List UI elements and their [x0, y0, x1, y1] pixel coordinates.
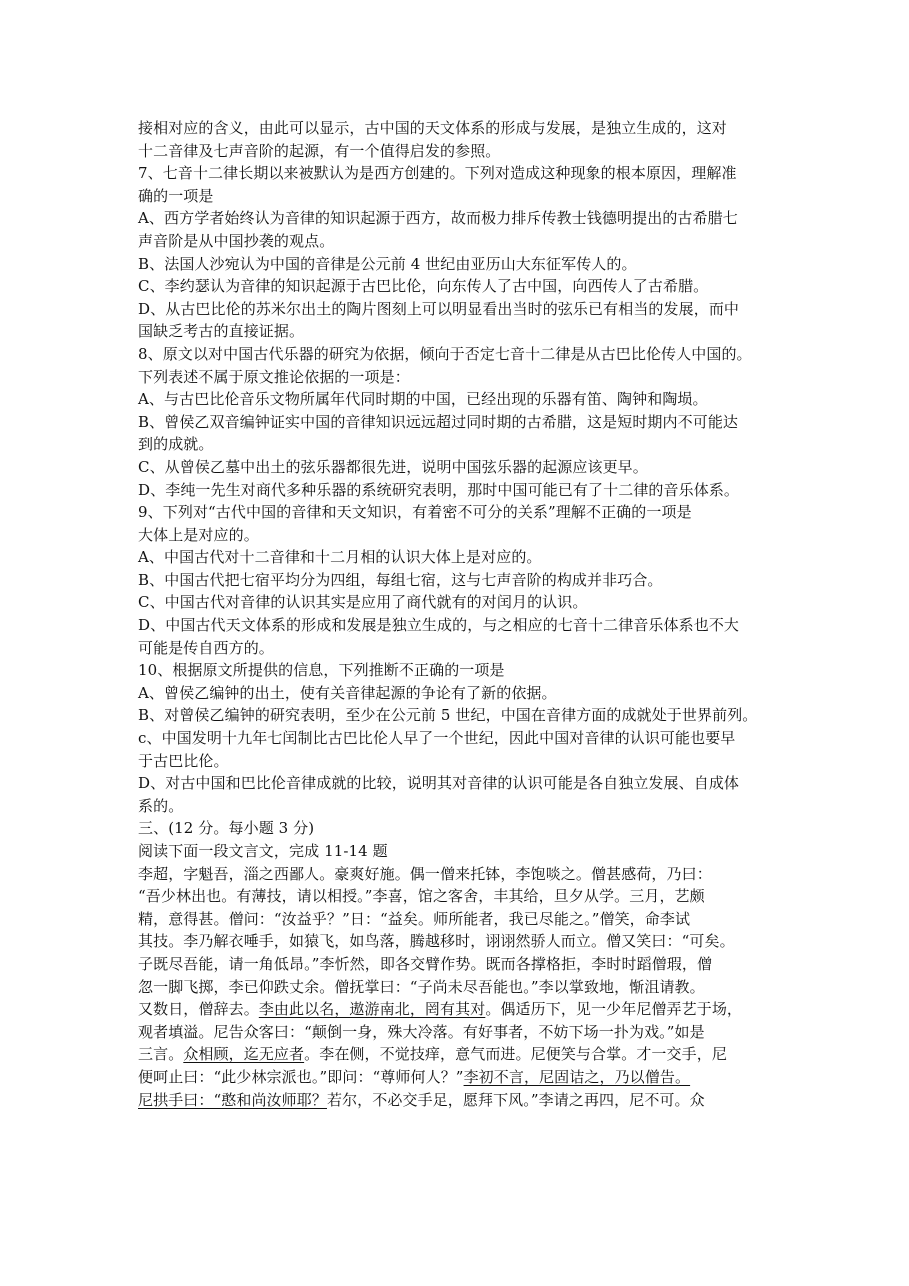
text-line: [138, 930, 788, 953]
text-line: [138, 614, 788, 637]
underlined-text: 众相顾，迄无应者: [183, 1045, 305, 1064]
text-line: [138, 253, 788, 276]
text-segment: A、中国古代对十二音律和十二月相的认识大体上是对应的。: [138, 548, 542, 567]
text-line: [138, 140, 788, 163]
text-segment: 系的。: [138, 796, 184, 815]
text-line: [138, 456, 788, 479]
text-line: [138, 1066, 788, 1089]
text-segment: 到的成就。: [138, 435, 214, 454]
text-segment: 。偶适历下，见一少年尼僧弄艺于场，: [485, 1000, 743, 1019]
text-line: [138, 1089, 788, 1112]
text-segment: C、从曾侯乙墓中出土的弦乐器都很先进，说明中国弦乐器的起源应该更早。: [138, 457, 648, 476]
text-line: [138, 908, 788, 931]
text-segment: 。李在侧，不觉技痒，意气而进。尼便笑与合掌。才一交手，尼: [304, 1045, 727, 1064]
text-segment: c、中国发明十九年七闰制比古巴比伦人早了一个世纪，因此中国对音律的认识可能也要早: [138, 729, 736, 748]
text-segment: 三言。: [138, 1045, 184, 1064]
text-line: [138, 230, 788, 253]
text-line: [138, 976, 788, 999]
text-line: [138, 637, 788, 660]
text-segment: D、中国古代天文体系的形成和发展是独立生成的，与之相应的七音十二律音乐体系也不大: [138, 616, 740, 635]
text-segment: 大体上是对应的。: [138, 525, 259, 544]
text-segment: 9、下列对“古代中国的音律和天文知识，有着密不可分的关系”理解不正确的一项是: [138, 503, 692, 522]
text-line: [138, 750, 788, 773]
text-line: [138, 772, 788, 795]
text-segment: 若尔，不必交手足，愿拜下风。”李请之再四，尼不可。众: [326, 1090, 705, 1109]
text-line: [138, 953, 788, 976]
text-segment: D、对古中国和巴比伦音律成就的比较，说明其对音律的认识可能是各自独立发展、自成体: [138, 774, 740, 793]
text-segment: B、对曾侯乙编钟的研究表明，至少在公元前 5 世纪，中国在音律方面的成就处于世界前列。: [138, 706, 758, 725]
text-line: [138, 275, 788, 298]
text-segment: 便呵止曰：“此少林宗派也。”即问：“尊师何人？”: [138, 1067, 464, 1086]
text-line: [138, 1043, 788, 1066]
text-segment: D、从古巴比伦的苏米尔出土的陶片图刻上可以明显看出当时的弦乐已有相当的发展，而中: [138, 299, 740, 318]
underlined-text: 尼拱手曰：“憨和尚汝师耶？: [138, 1090, 327, 1109]
text-segment: 下列表述不属于原文推论依据的一项是：: [138, 367, 410, 386]
text-segment: A、与古巴比伦音乐文物所属年代同时期的中国，已经出现的乐器有笛、陶钟和陶埙。: [138, 390, 708, 409]
text-line: [138, 682, 788, 705]
text-line: [138, 795, 788, 818]
text-segment: 8、原文以对中国古代乐器的研究为依据，倾向于否定七音十二律是从古巴比伦传人中国的。: [138, 344, 752, 363]
text-line: [138, 366, 788, 389]
text-line: [138, 479, 788, 502]
text-line: [138, 207, 788, 230]
text-segment: 三、(12 分。每小题 3 分): [138, 819, 315, 838]
text-line: [138, 524, 788, 547]
text-segment: 于古巴比伦。: [138, 751, 229, 770]
text-segment: B、中国古代把七宿平均分为四组，每组七宿，这与七声音阶的构成并非巧合。: [138, 570, 663, 589]
text-line: [138, 343, 788, 366]
text-segment: B、法国人沙宛认为中国的音律是公元前 4 世纪由亚历山大东征军传人的。: [138, 254, 637, 273]
text-segment: 十二音律及七声音阶的起源，有一个值得启发的参照。: [138, 141, 501, 160]
text-segment: 观者填溢。尼告众客曰：“颠倒一身，殊大冷落。有好事者，不妨下场一扑为戏。”如是: [138, 1022, 705, 1041]
text-segment: B、曾侯乙双音编钟证实中国的音律知识远远超过同时期的古希腊，这是短时期内不可能达: [138, 412, 739, 431]
text-line: [138, 185, 788, 208]
text-segment: 忽一脚飞掷，李已仰跌丈余。僧抚掌曰：“子尚未尽吾能也。”李以掌致地，惭沮请教。: [138, 977, 705, 996]
text-line: [138, 817, 788, 840]
text-segment: D、李纯一先生对商代多种乐器的系统研究表明，那时中国可能已有了十二律的音乐体系。: [138, 480, 740, 499]
text-line: [138, 863, 788, 886]
text-segment: 可能是传自西方的。: [138, 638, 274, 657]
text-line: [138, 569, 788, 592]
text-segment: 7、七音十二律长期以来被默认为是西方创建的。下列对造成这种现象的根本原因，理解准: [138, 164, 737, 183]
text-segment: 国缺乏考古的直接证据。: [138, 322, 305, 341]
text-line: [138, 727, 788, 750]
text-segment: A、西方学者始终认为音律的知识起源于西方，故而极力排斥传教士钱德明提出的古希腊七: [138, 209, 738, 228]
text-segment: 子既尽吾能，请一角低昂。”李忻然，即各交臂作势。既而各撑格拒，李时时蹈僧瑕，僧: [138, 954, 713, 973]
text-segment: 10、根据原文所提供的信息，下列推断不正确的一项是: [138, 661, 505, 680]
text-segment: “吾少林出也。有薄技，请以相授。”李喜，馆之客舍，丰其给，旦夕从学。三月，艺颇: [138, 887, 705, 906]
text-line: [138, 659, 788, 682]
text-line: [138, 433, 788, 456]
text-line: [138, 411, 788, 434]
text-line: [138, 117, 788, 140]
text-line: [138, 840, 788, 863]
text-line: [138, 320, 788, 343]
text-segment: 精，意得甚。僧问：“汝益乎？”日：“益矣。师所能者，我已尽能之。”僧笑，命李试: [138, 909, 691, 928]
text-line: [138, 298, 788, 321]
text-segment: 声音阶是从中国抄袭的观点。: [138, 231, 335, 250]
text-line: [138, 388, 788, 411]
text-segment: A、曾侯乙编钟的出土，使有关音律起源的争论有了新的依据。: [138, 683, 557, 702]
text-segment: C、李约瑟认为音律的知识起源于古巴比伦，向东传人了古中国，向西传人了古希腊。: [138, 277, 709, 296]
document-page: [138, 117, 788, 1111]
text-segment: 确的一项是: [138, 186, 214, 205]
text-line: [138, 704, 788, 727]
text-line: [138, 546, 788, 569]
text-line: [138, 885, 788, 908]
text-segment: 阅读下面一段文言文，完成 11-14 题: [138, 842, 388, 860]
text-line: [138, 998, 788, 1021]
text-segment: 其技。李乃解衣唾手，如猿飞，如鸟落，腾越移时，诩诩然骄人而立。僧又笑曰：“可矣。: [138, 932, 735, 951]
underlined-text: 李初不言，尼固诘之，乃以僧告。: [463, 1067, 691, 1086]
text-line: [138, 1021, 788, 1044]
text-segment: C、中国古代对音律的认识其实是应用了商代就有的对闰月的认识。: [138, 593, 588, 612]
text-line: [138, 501, 788, 524]
underlined-text: 李由此以名，遨游南北，罔有其对: [258, 1000, 486, 1019]
text-segment: 接相对应的含义，由此可以显示，古中国的天文体系的形成与发展，是独立生成的，这对: [138, 119, 727, 137]
text-segment: 又数日，僧辞去。: [138, 1000, 259, 1019]
text-line: [138, 591, 788, 614]
text-line: [138, 162, 788, 185]
text-segment: 李超，字魁吾，淄之西鄙人。豪爽好施。偶一僧来托钵，李饱啖之。僧甚感荷，乃曰：: [138, 864, 712, 883]
